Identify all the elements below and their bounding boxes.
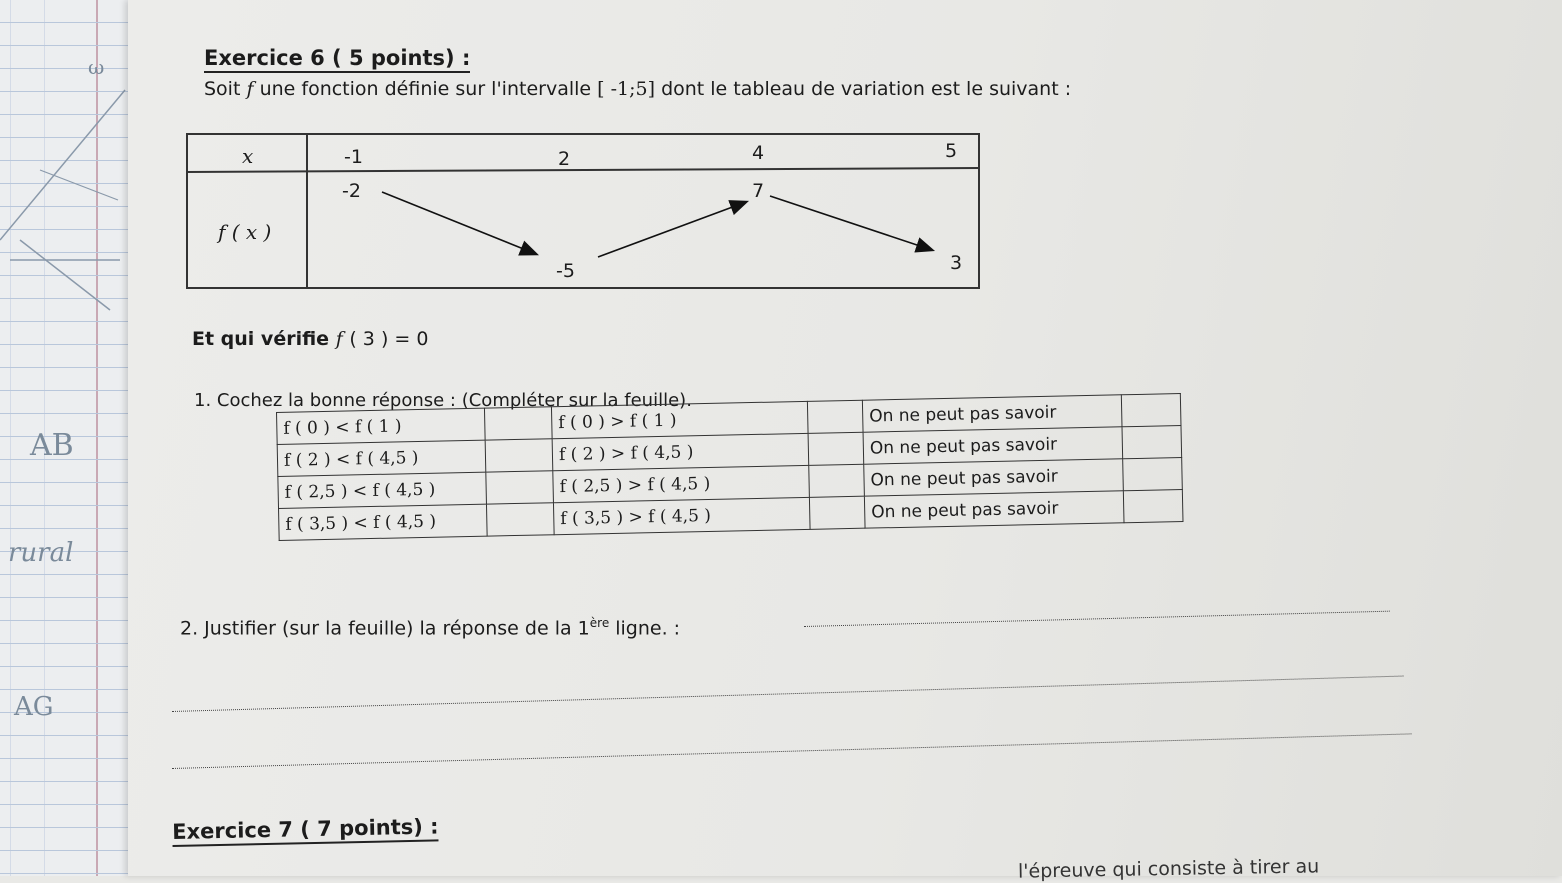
variation-table-grid bbox=[186, 132, 982, 290]
increasing-arrow bbox=[598, 202, 746, 257]
exercise7-title-text: Exercice 7 ( 7 points) : bbox=[172, 814, 439, 847]
x-value: 4 bbox=[752, 142, 765, 164]
intro-text: Soit bbox=[204, 78, 241, 100]
handwritten-note: AB bbox=[30, 428, 74, 463]
option-less: f ( 2,5 ) < f ( 4,5 ) bbox=[278, 472, 487, 508]
function-symbol: f bbox=[335, 328, 343, 350]
answer-table bbox=[276, 393, 1184, 541]
x-value: -1 bbox=[344, 146, 363, 168]
option-unknown: On ne peut pas savoir bbox=[862, 395, 1122, 432]
decreasing-arrow bbox=[770, 196, 932, 250]
option-unknown: On ne peut pas savoir bbox=[863, 427, 1123, 464]
handwritten-note: ω bbox=[88, 55, 105, 79]
x-value: 5 bbox=[945, 140, 958, 162]
checkbox-cell[interactable] bbox=[808, 432, 864, 465]
condition-line bbox=[192, 328, 428, 350]
option-unknown: On ne peut pas savoir bbox=[864, 491, 1124, 528]
exercise6-intro bbox=[204, 78, 1071, 100]
option-greater: f ( 2 ) > f ( 4,5 ) bbox=[552, 433, 809, 470]
intro-text: une fonction définie sur l'intervalle bbox=[259, 78, 592, 100]
checkbox-cell[interactable] bbox=[1123, 458, 1183, 491]
option-less: f ( 0 ) < f ( 1 ) bbox=[277, 408, 486, 444]
superscript: ère bbox=[589, 616, 610, 630]
handwritten-note: AG bbox=[14, 692, 54, 722]
f-value: -2 bbox=[342, 180, 361, 202]
interval: [ -1;5] bbox=[597, 78, 656, 100]
exercise6-title-text: Exercice 6 ( 5 points) : bbox=[204, 46, 470, 73]
fx-label: f ( x ) bbox=[218, 220, 272, 244]
checkbox-cell[interactable] bbox=[1123, 490, 1183, 523]
question2-label: 2. Justifier (sur la feuille) la réponse de la 1 bbox=[180, 617, 590, 640]
checkbox-cell[interactable] bbox=[1121, 394, 1181, 427]
function-symbol: f bbox=[246, 78, 254, 100]
variation-table bbox=[186, 132, 982, 290]
checkbox-cell[interactable] bbox=[486, 471, 554, 504]
checkbox-cell[interactable] bbox=[1122, 426, 1182, 459]
condition-text: Et qui vérifie bbox=[192, 328, 330, 350]
x-label: x bbox=[242, 144, 254, 168]
option-unknown: On ne peut pas savoir bbox=[864, 459, 1124, 496]
checkbox-cell[interactable] bbox=[486, 503, 554, 536]
option-less: f ( 3,5 ) < f ( 4,5 ) bbox=[279, 504, 488, 540]
handwritten-note: rural bbox=[8, 538, 74, 568]
option-less: f ( 2 ) < f ( 4,5 ) bbox=[277, 440, 486, 476]
exercise6-title bbox=[204, 46, 470, 70]
option-greater: f ( 2,5 ) > f ( 4,5 ) bbox=[553, 465, 810, 502]
question1-text: 1. Cochez la bonne réponse : (Compléter sur la feuille). bbox=[194, 390, 692, 411]
question2-label: ligne. : bbox=[609, 617, 681, 640]
exercise7-title bbox=[172, 814, 439, 844]
option-greater: f ( 0 ) > f ( 1 ) bbox=[551, 401, 808, 438]
f-value: 7 bbox=[752, 180, 765, 202]
f-value: -5 bbox=[556, 260, 575, 282]
f-value: 3 bbox=[950, 252, 963, 274]
checkbox-cell[interactable] bbox=[484, 407, 552, 440]
option-greater: f ( 3,5 ) > f ( 4,5 ) bbox=[553, 497, 810, 534]
partial-text: l'épreuve qui consiste à tirer au bbox=[1017, 855, 1320, 883]
checkbox-cell[interactable] bbox=[809, 496, 865, 529]
intro-text: dont le tableau de variation est le suivant : bbox=[661, 78, 1072, 100]
checkbox-cell[interactable] bbox=[485, 439, 553, 472]
condition-value: ( 3 ) = 0 bbox=[349, 328, 429, 350]
checkbox-cell[interactable] bbox=[809, 464, 865, 497]
question2-text bbox=[180, 616, 680, 639]
x-value: 2 bbox=[558, 148, 571, 170]
decreasing-arrow bbox=[382, 192, 536, 254]
checkbox-cell[interactable] bbox=[807, 400, 863, 433]
